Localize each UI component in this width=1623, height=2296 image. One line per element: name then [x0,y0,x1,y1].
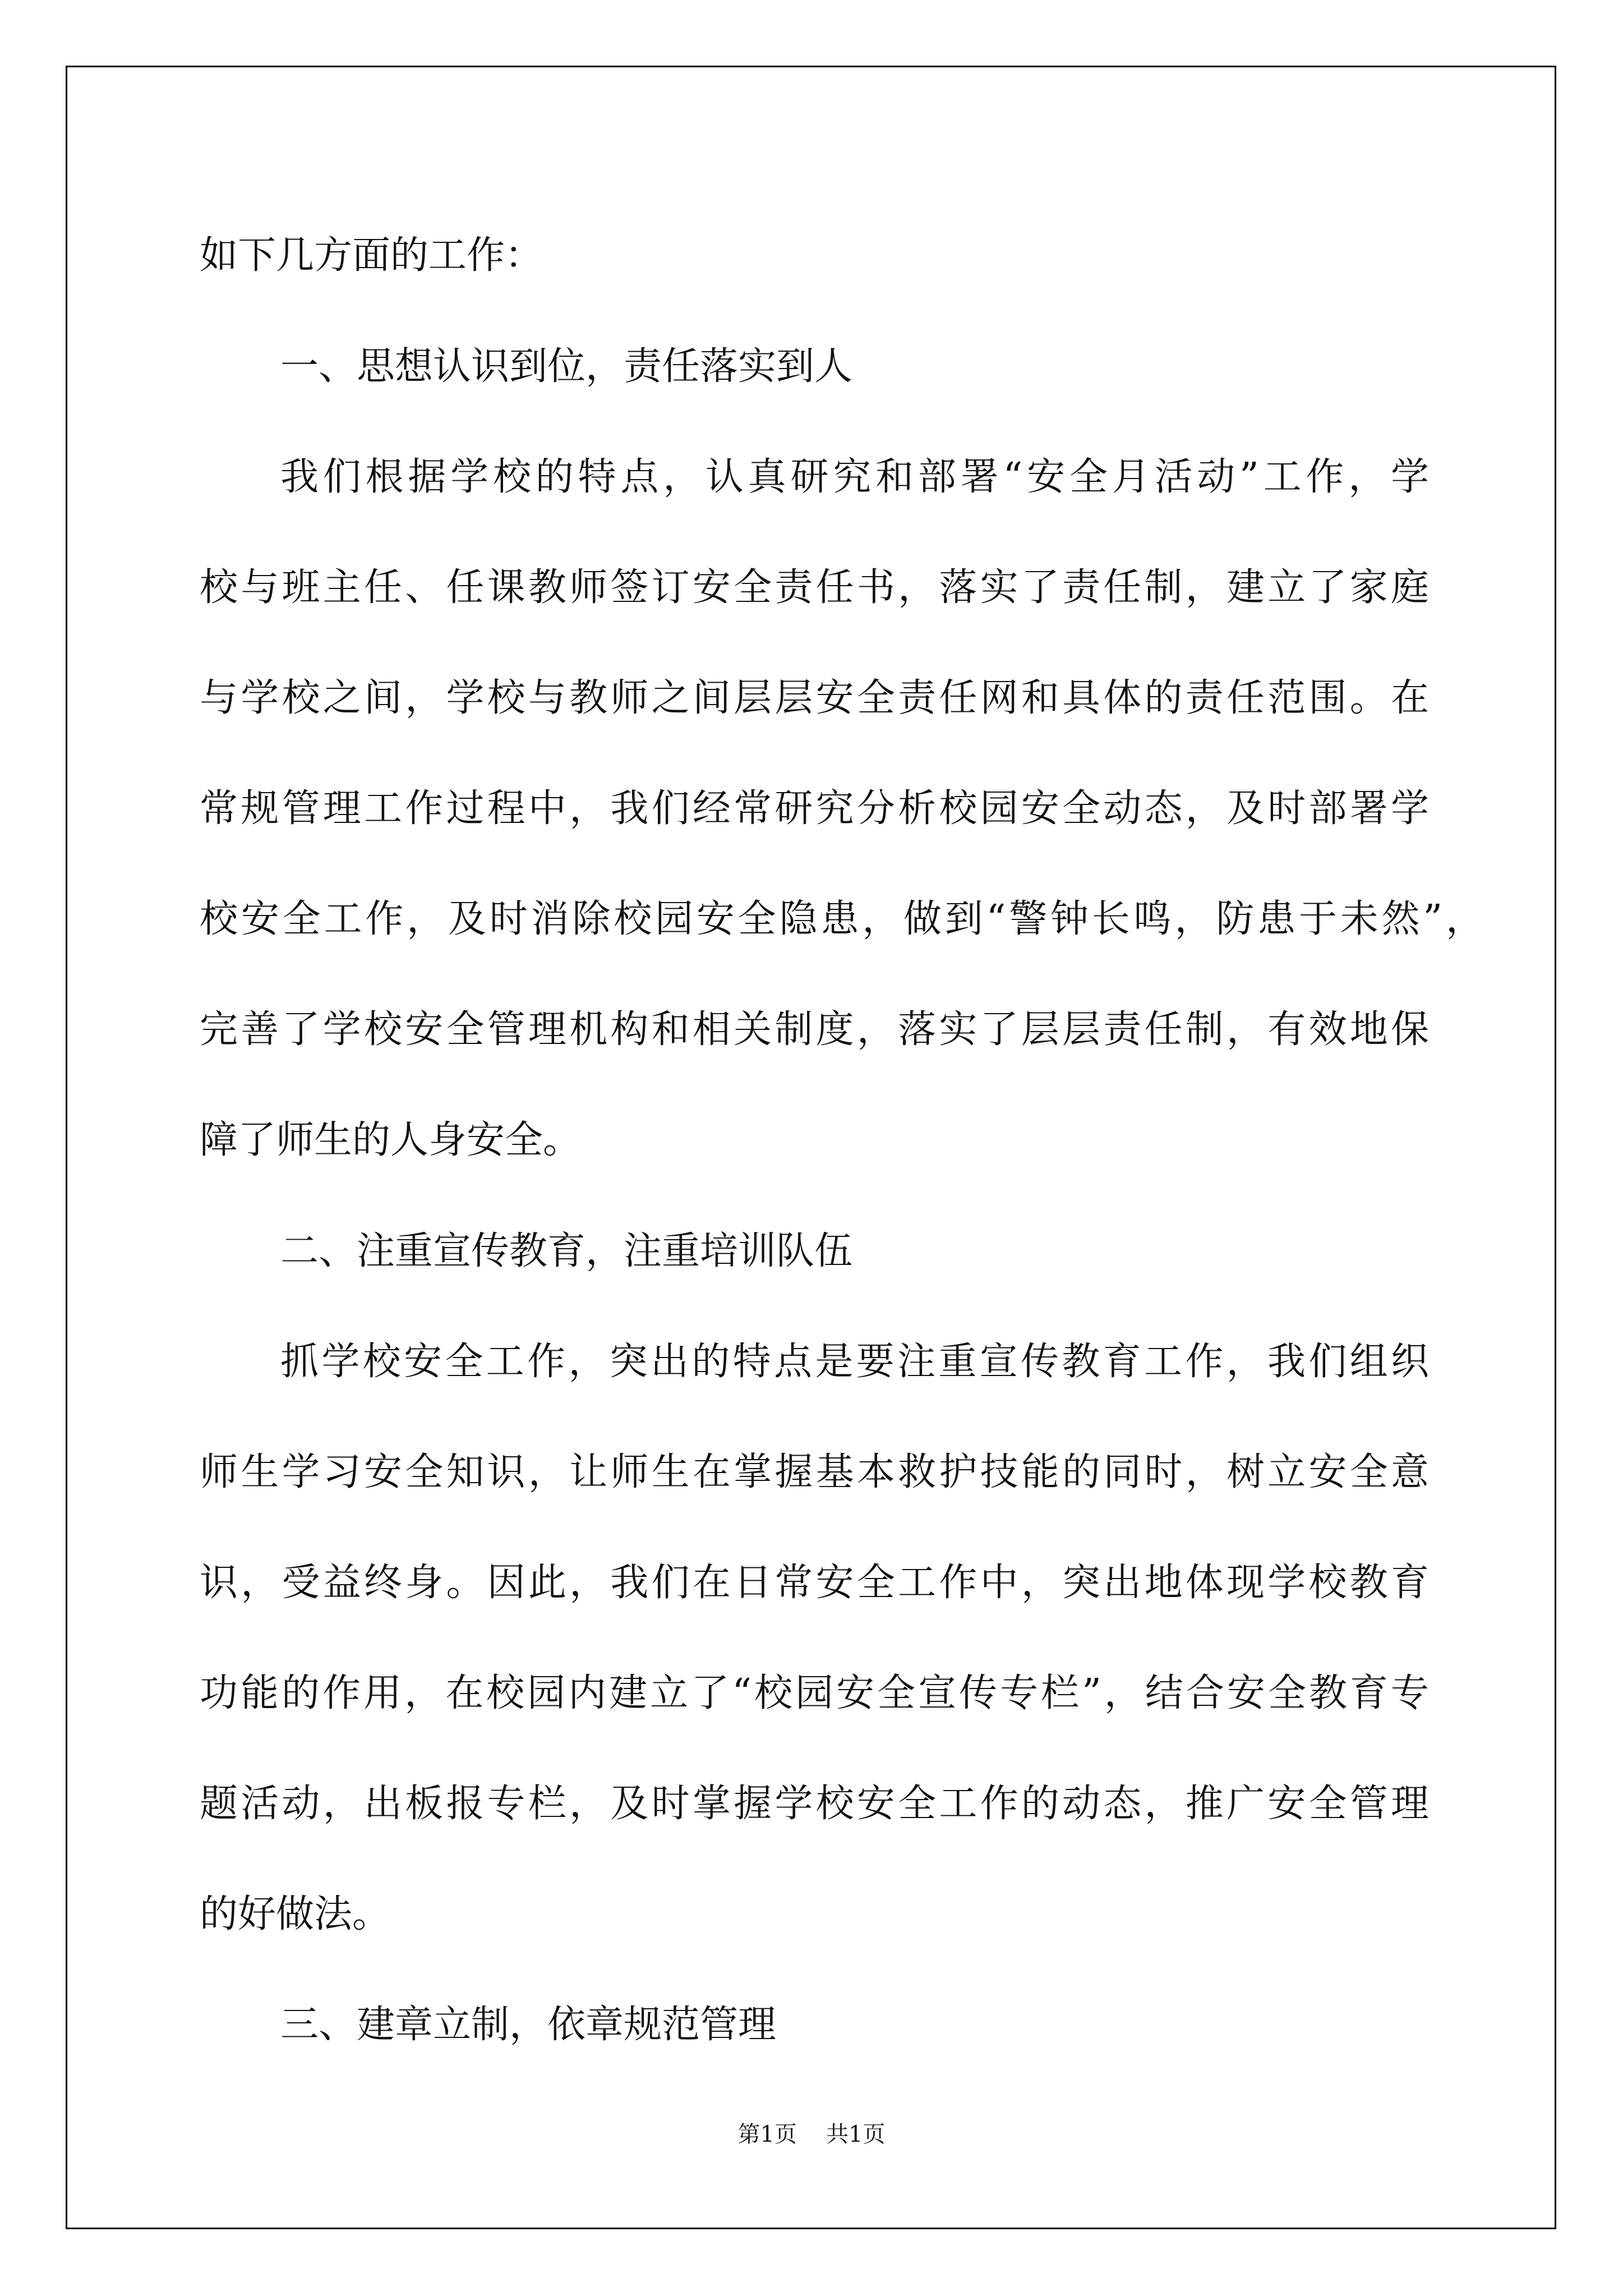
text-line: 师生学习安全知识，让师生在掌握基本救护技能的同时，树立安全意 [200,1450,1429,1494]
section-heading: 一、思想认识到位，责任落实到人 [280,344,853,389]
text-line: 的好做法。 [200,1892,391,1936]
text-line: 障了师生的人身安全。 [200,1118,582,1162]
section-heading: 二、注重宣传教育，注重培训队伍 [280,1229,853,1273]
text-line: 功能的作用，在校园内建立了“校园安全宣传专栏”，结合安全教育专 [200,1671,1429,1715]
text-line: 识，受益终身。因此，我们在日常安全工作中，突出地体现学校教育 [200,1561,1429,1605]
page-total: 共1页 [826,2122,886,2147]
text-line: 我们根据学校的特点，认真研究和部署“安全月活动”工作，学 [280,455,1429,499]
text-line: 抓学校安全工作，突出的特点是要注重宣传教育工作，我们组织 [280,1340,1429,1384]
text-line: 完善了学校安全管理机构和相关制度，落实了层层责任制，有效地保 [200,1007,1429,1052]
section-heading: 三、建章立制，依章规范管理 [280,2003,777,2047]
text-line: 如下几方面的工作： [200,233,543,278]
page-number: 第1页 [737,2122,797,2147]
text-line: 校安全工作，及时消除校园安全隐患，做到“警钟长鸣，防患于未然”， [200,897,1484,941]
page-footer [0,2121,1623,2148]
text-line: 校与班主任、任课教师签订安全责任书，落实了责任制，建立了家庭 [200,565,1429,610]
text-line: 题活动，出板报专栏，及时掌握学校安全工作的动态，推广安全管理 [200,1782,1429,1826]
text-line: 常规管理工作过程中，我们经常研究分析校园安全动态，及时部署学 [200,786,1429,831]
text-line: 与学校之间，学校与教师之间层层安全责任网和具体的责任范围。在 [200,676,1429,720]
